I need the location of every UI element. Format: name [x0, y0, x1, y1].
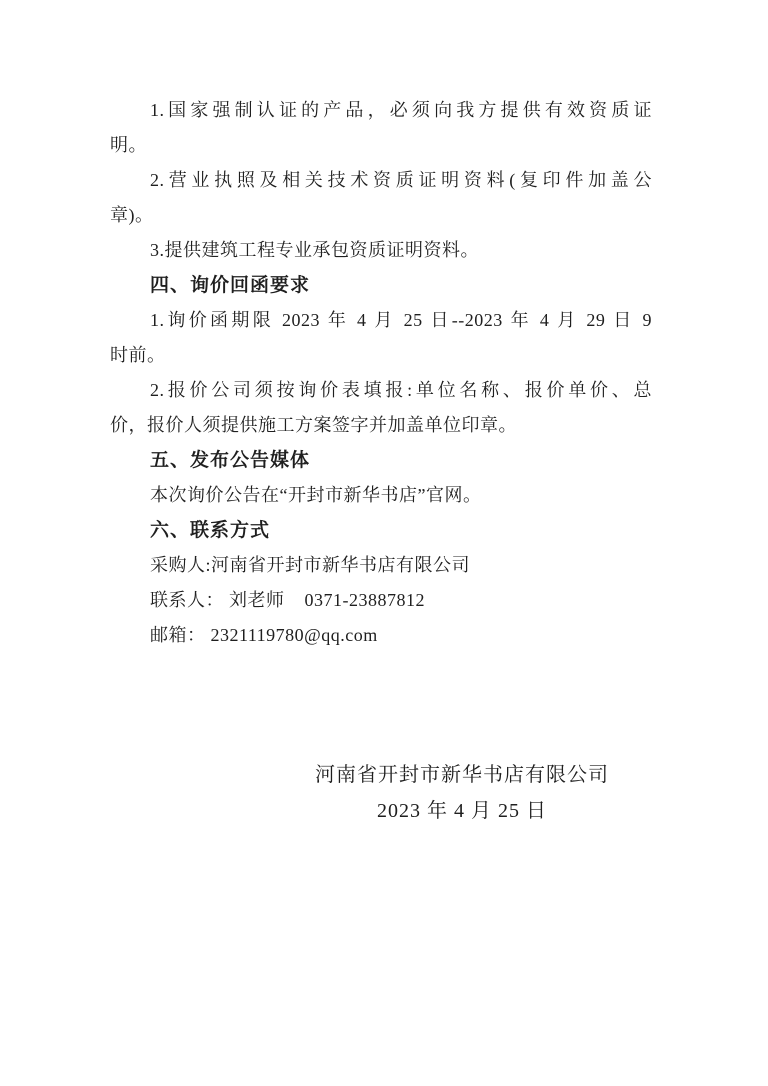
clause-1-line-1: 1.国家强制认证的产品，必须向我方提供有效资质证 [150, 100, 652, 120]
section-5-heading: 五、发布公告媒体 [150, 450, 311, 471]
signature-block [110, 757, 652, 829]
reply-deadline-line-1: 1.询价函期限 2023 年 4 月 25 日--2023 年 4 月 29 日 9 [150, 310, 652, 330]
email-line: 邮箱： 2321119780@qq.com [150, 625, 378, 645]
reply-deadline-line-2: 时前。 [110, 345, 166, 365]
signature-date: 2023 年 4 月 25 日 [377, 800, 547, 822]
clause-3-line: 3.提供建筑工程专业承包资质证明资料。 [150, 240, 479, 260]
clause-2-line-2: 章)。 [110, 205, 154, 225]
quote-requirements-line-1: 2.报价公司须按询价表填报:单位名称、报价单价、总 [150, 380, 652, 400]
section-6-heading: 六、联系方式 [150, 520, 271, 541]
announcement-media-line: 本次询价公告在“开封市新华书店”官网。 [150, 485, 482, 505]
signature-company: 河南省开封市新华书店有限公司 [315, 764, 609, 786]
clause-1-line-2: 明。 [110, 135, 147, 155]
section-4-heading: 四、询价回函要求 [150, 275, 311, 296]
clause-2-line-1: 2.营业执照及相关技术资质证明资料(复印件加盖公 [150, 170, 652, 190]
quote-requirements-line-2: 价，报价人须提供施工方案签字并加盖单位印章。 [110, 415, 517, 435]
purchaser-line: 采购人:河南省开封市新华书店有限公司 [150, 555, 470, 575]
contact-person-line: 联系人： 刘老师 0371-23887812 [150, 590, 425, 610]
